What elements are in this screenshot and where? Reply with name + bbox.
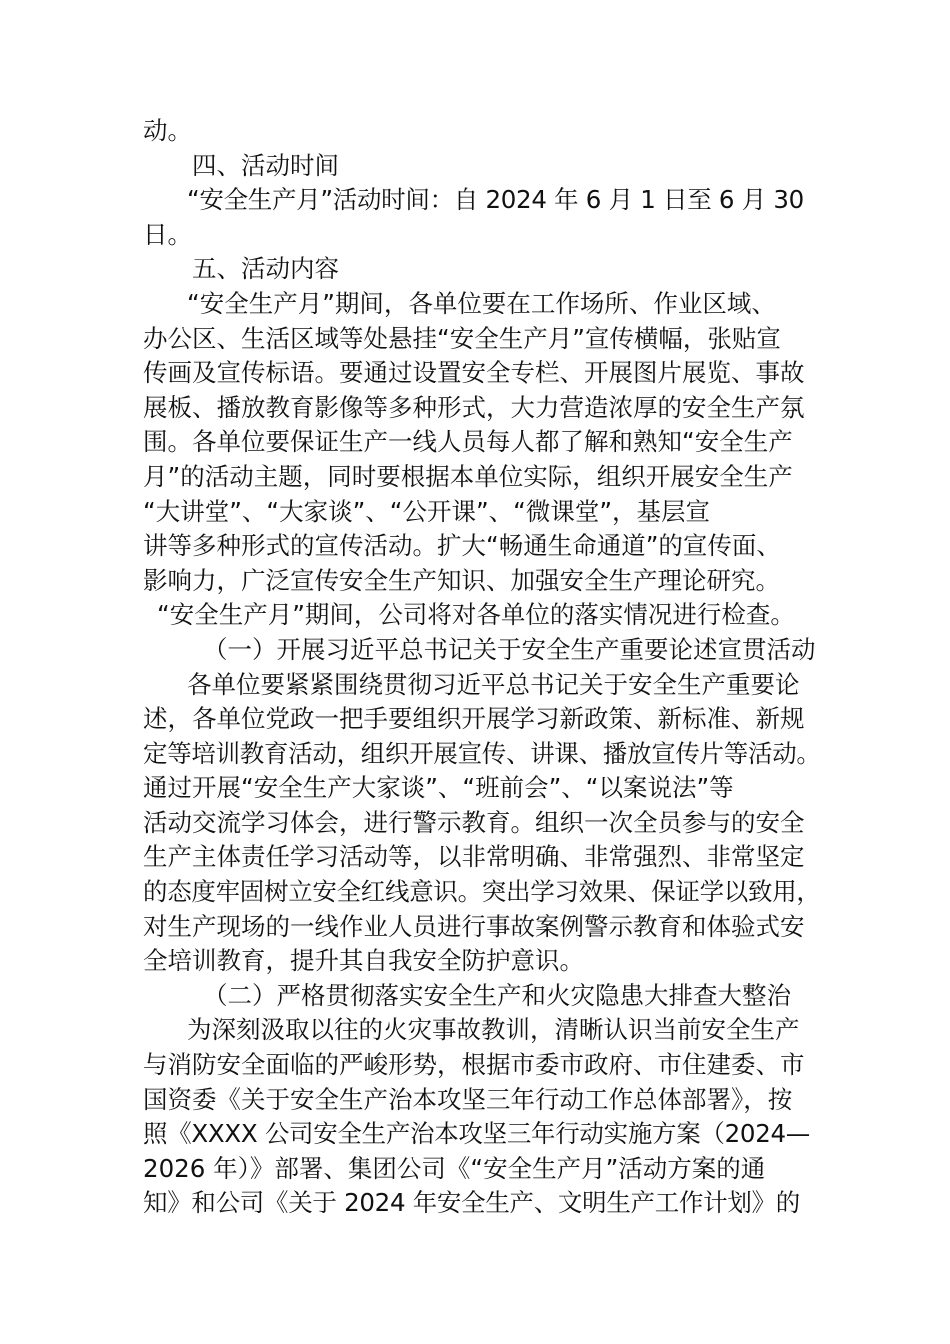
body-line: 影响力，广泛宣传安全生产知识、加强安全生产理论研究。 [143, 565, 780, 595]
body-line: 通过开展“安全生产大家谈”、“班前会”、“以案说法”等 [143, 773, 734, 803]
body-line: 述，各单位党政一把手要组织开展学习新政策、新标准、新规 [143, 704, 805, 734]
body-line: 活动交流学习体会，进行警示教育。组织一次全员参与的安全 [143, 807, 805, 837]
body-line: 展板、播放教育影像等多种形式，大力营造浓厚的安全生产氛 [143, 392, 805, 422]
body-line: “大讲堂”、“大家谈”、“公开课”、“微课堂”，基层宣 [143, 496, 711, 526]
body-line: 日。 [143, 219, 192, 249]
document-body [143, 114, 823, 1221]
subsection-heading-2: （二）严格贯彻落实安全生产和火灾隐患大排查大整治 [203, 980, 791, 1010]
section-heading-activity-time: 四、活动时间 [192, 150, 339, 180]
body-line: 定等培训教育活动，组织开展宣传、讲课、播放宣传片等活动。 [143, 738, 821, 768]
body-line: 国资委《关于安全生产治本攻坚三年行动工作总体部署》，按 [143, 1084, 793, 1114]
body-line: 与消防安全面临的严峻形势，根据市委市政府、市住建委、市 [143, 1050, 805, 1080]
body-line: 全培训教育，提升其自我安全防护意识。 [143, 946, 584, 976]
body-line: 动。 [143, 116, 192, 145]
body-line: “安全生产月”期间，公司将对各单位的落实情况进行检查。 [157, 600, 795, 630]
body-line: 办公区、生活区域等处悬挂“安全生产月”宣传横幅，张贴宣 [143, 323, 781, 353]
body-line: “安全生产月”期间，各单位要在工作场所、作业区域、 [187, 288, 776, 318]
body-line: 传画及宣传标语。要通过设置安全专栏、开展图片展览、事故 [143, 358, 805, 388]
body-line: 对生产现场的一线作业人员进行事故案例警示教育和体验式安 [143, 911, 805, 941]
body-line: 生产主体责任学习活动等，以非常明确、非常强烈、非常坚定 [143, 842, 805, 872]
subsection-heading-1: （一）开展习近平总书记关于安全生产重要论述宣贯活动 [203, 634, 816, 664]
body-line: “安全生产月”活动时间：自 2024 年 6 月 1 日至 6 月 30 [187, 185, 804, 215]
body-line: 知》和公司《关于 2024 年安全生产、文明生产工作计划》的 [143, 1188, 800, 1218]
body-line: 照《XXXX 公司安全生产治本攻坚三年行动实施方案（2024— [143, 1119, 810, 1149]
body-line: 为深刻汲取以往的火灾事故教训，清晰认识当前安全生产 [187, 1015, 800, 1045]
body-line: 围。各单位要保证生产一线人员每人都了解和熟知“安全生产 [143, 427, 793, 457]
section-heading-activity-content: 五、活动内容 [192, 254, 339, 284]
body-line: 月”的活动主题，同时要根据本单位实际，组织开展安全生产 [143, 461, 793, 491]
body-line: 2026 年）》部署、集团公司《“安全生产月”活动方案的通 [143, 1153, 766, 1183]
body-line: 讲等多种形式的宣传活动。扩大“畅通生命通道”的宣传面、 [143, 531, 781, 561]
body-line: 各单位要紧紧围绕贯彻习近平总书记关于安全生产重要论 [187, 669, 800, 699]
body-line: 的态度牢固树立安全红线意识。突出学习效果、保证学以致用， [143, 877, 821, 907]
